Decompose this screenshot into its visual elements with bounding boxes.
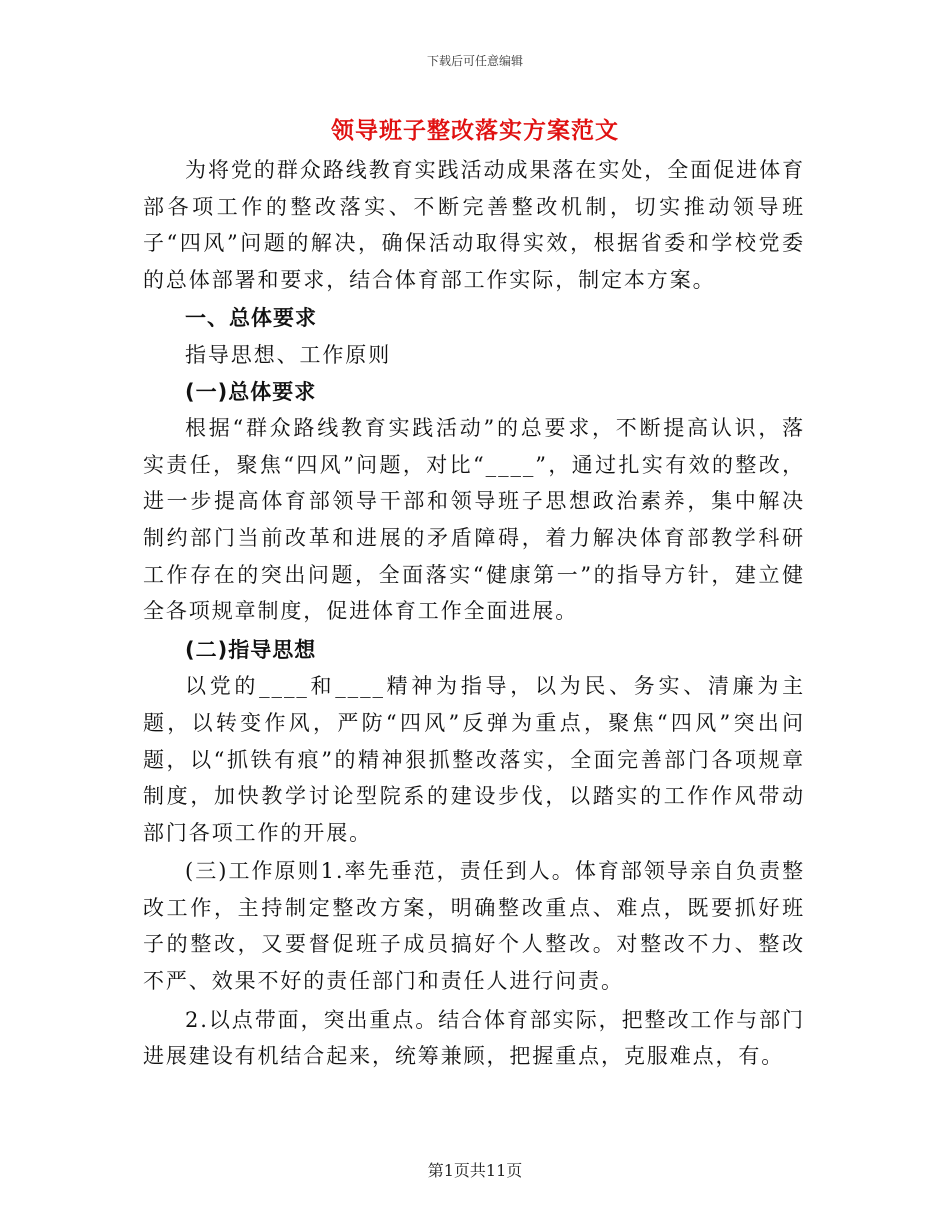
- body-paragraph-guiding-thought: 以党的____和____精神为指导，以为民、务实、清廉为主题，以转变作风，严防“四风”反弹为重点，聚焦“四风”突出问题，以“抓铁有痕”的精神狠抓整改落实，全面完善部门各项规章制度，加快教学讨论型院系的建设步伐，以踏实的工作作风带动部门各项工作的开展。: [143, 674, 805, 845]
- body-paragraph-requirements: 根据“群众路线教育实践活动”的总要求，不断提高认识，落实责任，聚焦“四风”问题，对比“____”，通过扎实有效的整改，进一步提高体育部领导干部和领导班子思想政治素养，集中解决制约部门当前改革和进展的矛盾障碍，着力解决体育部教学科研工作存在的突出问题，全面落实“健康第一”的指导方针，建立健全各项规章制度，促进体育工作全面进展。: [143, 416, 805, 624]
- document-body: [143, 152, 805, 1075]
- page-header-note: 下载后可任意编辑: [426, 54, 523, 68]
- subheading-guiding-principles: 指导思想、工作原则: [185, 342, 392, 367]
- subsection-heading-1: (一)总体要求: [185, 379, 317, 404]
- intro-paragraph: 为将党的群众路线教育实践活动成果落在实处，全面促进体育部各项工作的整改落实、不断完善整改机制，切实推动领导班子“四风”问题的解决，确保活动取得实效，根据省委和学校党委的总体部署和要求，结合体育部工作实际，制定本方案。: [143, 158, 805, 292]
- document-title: 领导班子整改落实方案范文: [331, 117, 619, 144]
- page-footer-number: 第1页共11页: [427, 1161, 523, 1180]
- body-paragraph-point-2: 2.以点带面，突出重点。结合体育部实际，把整改工作与部门进展建设有机结合起来，统筹兼顾，把握重点，克服难点，有。: [143, 1007, 805, 1069]
- section-heading-general-requirements: 一、总体要求: [185, 306, 317, 331]
- body-paragraph-work-principles: (三)工作原则1.率先垂范，责任到人。体育部领导亲自负责整改工作，主持制定整改方案，明确整改重点、难点，既要抓好班子的整改，又要督促班子成员搞好个人整改。对整改不力、整改不严、效果不好的责任部门和责任人进行问责。: [143, 859, 805, 994]
- subsection-heading-2: (二)指导思想: [185, 637, 317, 662]
